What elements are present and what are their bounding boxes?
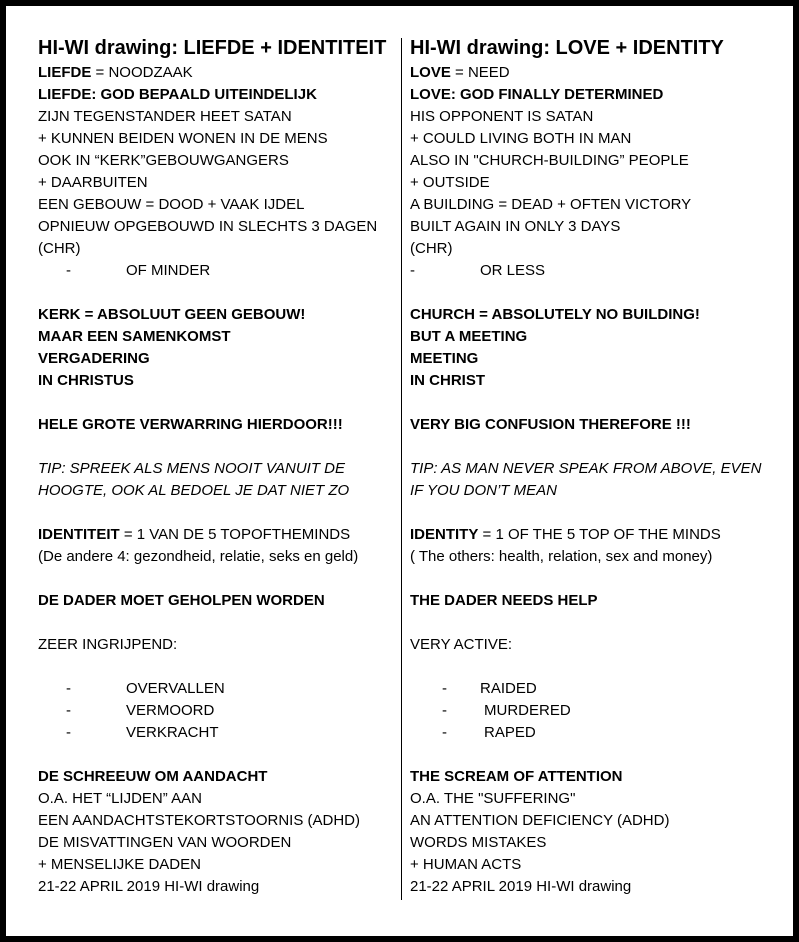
spacer <box>38 656 398 678</box>
english-identity-rest: = 1 OF THE 5 TOP OF THE MINDS <box>478 526 721 543</box>
spacer <box>410 568 770 590</box>
bullet-dash: - <box>66 262 71 279</box>
list-item-text: OR LESS <box>480 262 546 279</box>
spacer <box>38 436 398 458</box>
dutch-love-line <box>38 62 398 84</box>
dutch-line: + KUNNEN BEIDEN WONEN IN DE MENS <box>38 130 328 147</box>
dutch-identity-line <box>38 524 398 546</box>
spacer <box>410 502 770 524</box>
list-item-text: VERKRACHT <box>126 724 219 741</box>
english-love-rest: = NEED <box>450 64 510 81</box>
spacer <box>38 744 398 766</box>
dutch-church-line: VERGADERING <box>38 350 150 367</box>
english-list-item <box>410 700 770 722</box>
spacer <box>410 436 770 458</box>
bullet-dash: - <box>442 680 447 697</box>
english-line: O.A. THE "SUFFERING" <box>410 790 576 807</box>
spacer <box>410 612 770 634</box>
list-item-text: MURDERED <box>484 702 571 719</box>
spacer <box>38 282 398 304</box>
english-identity-line <box>410 524 770 546</box>
dutch-dader: DE DADER MOET GEHOLPEN WORDEN <box>38 592 325 609</box>
dutch-line: + DAARBUITEN <box>38 174 148 191</box>
dutch-church-line: MAAR EEN SAMENKOMST <box>38 328 231 345</box>
dutch-date: 21-22 APRIL 2019 HI-WI drawing <box>38 878 260 895</box>
english-active: VERY ACTIVE: <box>410 636 512 653</box>
english-line: ALSO IN "CHURCH-BUILDING” PEOPLE <box>410 152 689 169</box>
column-divider <box>401 38 402 900</box>
dutch-line: + MENSELIJKE DADEN <box>38 856 201 873</box>
dutch-title: HI-WI drawing: LIEFDE + IDENTITEIT <box>38 37 387 59</box>
list-item-text: RAPED <box>484 724 536 741</box>
dutch-church-line: KERK = ABSOLUUT GEEN GEBOUW! <box>38 306 306 323</box>
dutch-list-item <box>38 260 398 282</box>
dutch-list-item <box>38 722 398 744</box>
dutch-line: OPNIEUW OPGEBOUWD IN SLECHTS 3 DAGEN <box>38 218 378 235</box>
list-item-text: OF MINDER <box>126 262 211 279</box>
english-list-item <box>410 722 770 744</box>
bullet-dash: - <box>410 262 415 279</box>
dutch-identity-label: IDENTITEIT <box>38 526 120 543</box>
dutch-line: O.A. HET “LIJDEN” AAN <box>38 790 202 807</box>
english-line: HIS OPPONENT IS SATAN <box>410 108 594 125</box>
dutch-line: LIEFDE: GOD BEPAALD UITEINDELIJK <box>38 86 317 103</box>
dutch-list-item <box>38 678 398 700</box>
dutch-ingrijpend: ZEER INGRIJPEND: <box>38 636 178 653</box>
english-tip: TIP: AS MAN NEVER SPEAK FROM ABOVE, EVEN <box>410 460 762 477</box>
spacer <box>410 744 770 766</box>
english-church-line: IN CHRIST <box>410 372 485 389</box>
english-line: + COULD LIVING BOTH IN MAN <box>410 130 632 147</box>
dutch-tip: TIP: SPREEK ALS MENS NOOIT VANUIT DE <box>38 460 346 477</box>
english-love-label: LOVE <box>410 64 451 81</box>
bullet-dash: - <box>442 702 447 719</box>
spacer <box>410 282 770 304</box>
dutch-scream: DE SCHREEUW OM AANDACHT <box>38 768 268 785</box>
english-list-item <box>410 260 770 282</box>
spacer <box>410 656 770 678</box>
english-title: HI-WI drawing: LOVE + IDENTITY <box>410 37 724 59</box>
english-column <box>410 34 770 898</box>
spacer <box>38 502 398 524</box>
english-church-line: BUT A MEETING <box>410 328 528 345</box>
english-identity-label: IDENTITY <box>410 526 479 543</box>
english-confusion: VERY BIG CONFUSION THEREFORE !!! <box>410 416 691 433</box>
english-line: WORDS MISTAKES <box>410 834 547 851</box>
dutch-love-rest: = NOODZAAK <box>91 64 193 81</box>
english-tip: IF YOU DON’T MEAN <box>410 482 557 499</box>
bullet-dash: - <box>442 724 447 741</box>
english-line: A BUILDING = DEAD + OFTEN VICTORY <box>410 196 692 213</box>
spacer <box>38 568 398 590</box>
dutch-line: EEN GEBOUW = DOOD + VAAK IJDEL <box>38 196 305 213</box>
spacer <box>38 392 398 414</box>
english-others: ( The others: health, relation, sex and money) <box>410 548 713 565</box>
spacer <box>38 612 398 634</box>
dutch-love-label: LIEFDE <box>38 64 92 81</box>
english-dader: THE DADER NEEDS HELP <box>410 592 598 609</box>
dutch-church-line: IN CHRISTUS <box>38 372 134 389</box>
english-line: (CHR) <box>410 240 453 257</box>
english-date: 21-22 APRIL 2019 HI-WI drawing <box>410 878 632 895</box>
dutch-others: (De andere 4: gezondheid, relatie, seks en geld) <box>38 548 359 565</box>
english-line: + HUMAN ACTS <box>410 856 522 873</box>
dutch-list-item <box>38 700 398 722</box>
english-church-line: CHURCH = ABSOLUTELY NO BUILDING! <box>410 306 700 323</box>
bullet-dash: - <box>66 702 71 719</box>
dutch-line: EEN AANDACHTSTEKORTSTOORNIS (ADHD) <box>38 812 360 829</box>
english-line: LOVE: GOD FINALLY DETERMINED <box>410 86 664 103</box>
list-item-text: OVERVALLEN <box>126 680 225 697</box>
spacer <box>410 392 770 414</box>
dutch-line: ZIJN TEGENSTANDER HEET SATAN <box>38 108 292 125</box>
english-line: AN ATTENTION DEFICIENCY (ADHD) <box>410 812 670 829</box>
english-list-item <box>410 678 770 700</box>
list-item-text: VERMOORD <box>126 702 215 719</box>
english-scream: THE SCREAM OF ATTENTION <box>410 768 623 785</box>
english-church-line: MEETING <box>410 350 479 367</box>
list-item-text: RAIDED <box>480 680 537 697</box>
bullet-dash: - <box>66 680 71 697</box>
dutch-line: OOK IN “KERK”GEBOUWGANGERS <box>38 152 289 169</box>
bullet-dash: - <box>66 724 71 741</box>
dutch-column <box>38 34 398 898</box>
dutch-tip: HOOGTE, OOK AL BEDOEL JE DAT NIET ZO <box>38 482 350 499</box>
english-love-line <box>410 62 770 84</box>
dutch-identity-rest: = 1 VAN DE 5 TOPOFTHEMINDS <box>119 526 351 543</box>
dutch-line: (CHR) <box>38 240 81 257</box>
english-line: + OUTSIDE <box>410 174 490 191</box>
dutch-confusion: HELE GROTE VERWARRING HIERDOOR!!! <box>38 416 343 433</box>
english-line: BUILT AGAIN IN ONLY 3 DAYS <box>410 218 621 235</box>
dutch-line: DE MISVATTINGEN VAN WOORDEN <box>38 834 292 851</box>
